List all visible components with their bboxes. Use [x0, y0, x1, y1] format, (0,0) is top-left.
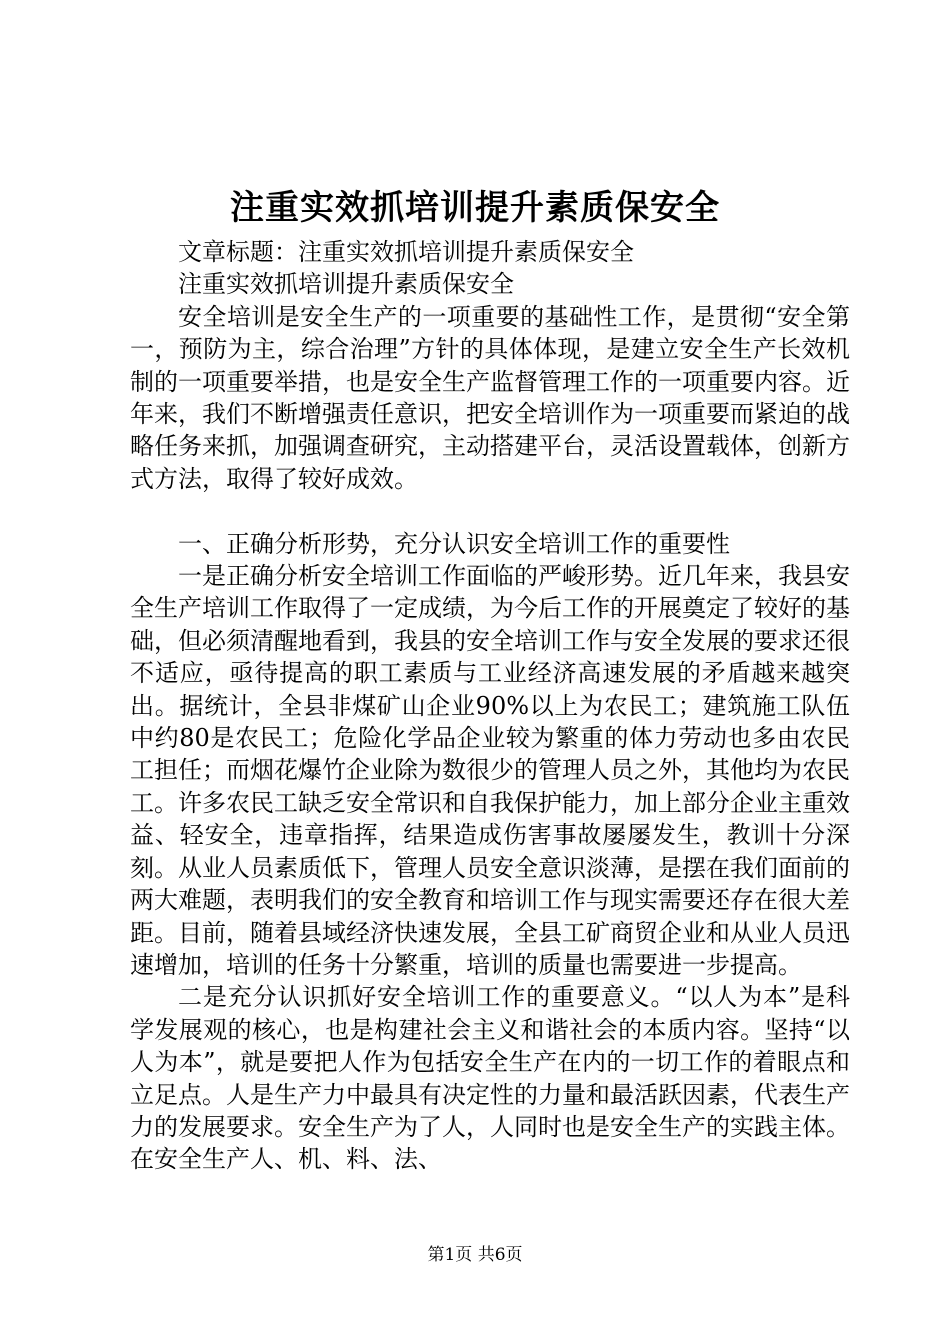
page-number-footer: 第1页 共6页 [427, 1245, 523, 1265]
blank-line [130, 495, 850, 527]
article-title-line: 文章标题：注重实效抓培训提升素质保安全 [178, 238, 634, 266]
section-paragraph-1: 一是正确分析安全培训工作面临的严峻形势。近几年来，我县安全生产培训工作取得了一定成绩，为今后工作的开展奠定了较好的基础，但必须清醒地看到，我县的安全培训工作与安全发展的要求还很不适应，亟待提高的职工素质与工业经济高速发展的矛盾越来越突出。据统计，全县非煤矿山企业90%以上为农民工；建筑施工队伍中约80是农民工；危险化学品企业较为繁重的体力劳动也多由农民工担任；而烟花爆竹企业除为数很少的管理人员之外，其他均为农民工。许多农民工缺乏安全常识和自我保护能力，加上部分企业主重效益、轻安全，违章指挥，结果造成伤害事故屡屡发生，教训十分深刻。从业人员素质低下，管理人员安全意识淡薄，是摆在我们面前的两大难题，表明我们的安全教育和培训工作与现实需要还存在很大差距。目前，随着县域经济快速发展，全县工矿商贸企业和从业人员迅速增加，培训的任务十分繁重，培训的质量也需要进一步提高。 [130, 562, 850, 979]
document-body [130, 236, 850, 1176]
section-heading: 一、正确分析形势，充分认识安全培训工作的重要性 [178, 529, 730, 558]
article-subtitle: 注重实效抓培训提升素质保安全 [178, 270, 514, 299]
intro-paragraph: 安全培训是安全生产的一项重要的基础性工作，是贯彻“安全第一，预防为主，综合治理”方针的具体体现，是建立安全生产长效机制的一项重要举措，也是安全生产监督管理工作的一项重要内容。近年来，我们不断增强责任意识，把安全培训作为一项重要而紧迫的战略任务来抓，加强调查研究，主动搭建平台，灵活设置载体，创新方式方法，取得了较好成效。 [130, 302, 850, 493]
section-paragraph-2: 二是充分认识抓好安全培训工作的重要意义。“以人为本”是科学发展观的核心，也是构建社会主义和谐社会的本质内容。坚持“以人为本”，就是要把人作为包括安全生产在内的一切工作的着眼点和立足点。人是生产力中最具有决定性的力量和最活跃因素，代表生产力的发展要求。安全生产为了人，人同时也是安全生产的实践主体。在安全生产人、机、料、法、 [130, 983, 850, 1174]
document-title: 注重实效抓培训提升素质保安全 [230, 188, 720, 228]
